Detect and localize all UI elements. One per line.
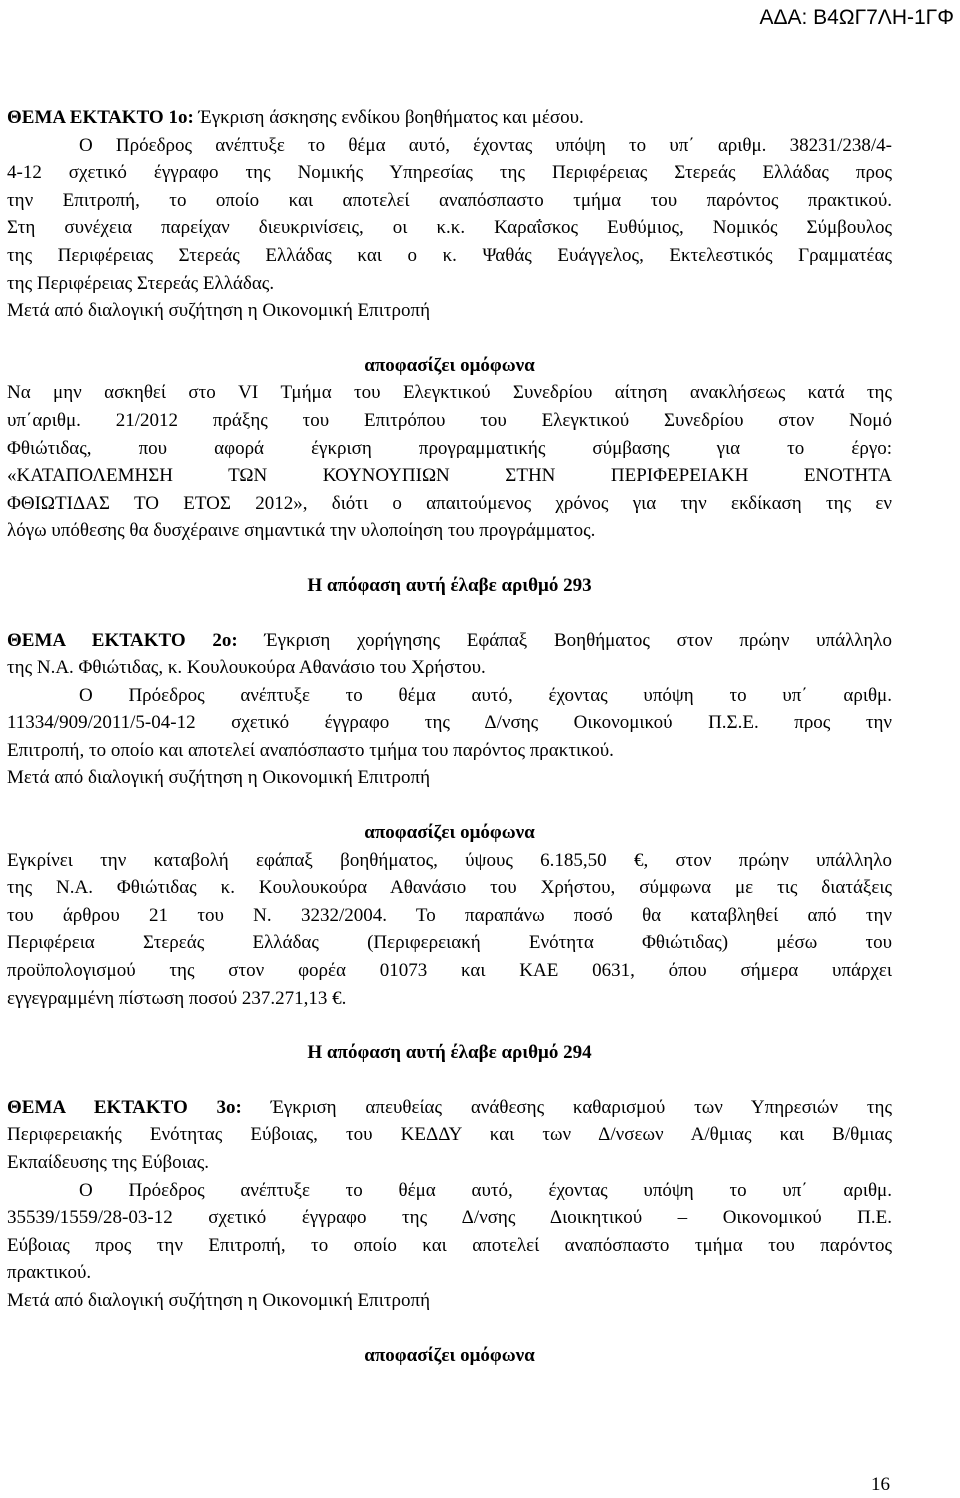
item-2-title-label: ΘΕΜΑ ΕΚΤΑΚΤΟ 2ο:: [7, 629, 238, 651]
item-2-decision-line: προϋπολογισμού της στον φορέα 01073 και ΚΑΕ 0631, όπου σήμερα υπάρχει: [7, 960, 892, 982]
item-1-body-line: της Περιφέρειας Στερεάς Ελλάδας και ο κ. Ψαθάς Ευάγγελος, Εκτελεστικός Γραμματέας: [7, 244, 892, 266]
item-3: [7, 1094, 892, 1369]
item-2-title-text: Έγκριση χορήγησης Εφάπαξ Βοηθήματος στον πρώην υπάλληλο: [237, 629, 892, 651]
item-1-body-line: 4-12 σχετικό έγγραφο της Νομικής Υπηρεσίας της Περιφέρειας Στερεάς Ελλάδας προς: [7, 162, 892, 184]
item-2-decision-line: του άρθρου 21 του Ν. 3232/2004. Το παραπάνω ποσό θα καταβληθεί από την: [7, 904, 892, 926]
item-1-title-label: ΘΕΜΑ ΕΚΤΑΚΤΟ 1ο:: [7, 107, 194, 128]
item-2-decision-line: της Ν.Α. Φθιώτιδας κ. Κουλουκούρα Αθανάσιο του Χρήστου, σύμφωνα με τις διατάξεις: [7, 877, 892, 899]
item-3-body-line: Εύβοιας προς την Επιτροπή, το οποίο και αποτελεί αναπόσπαστο τμήμα του παρόντος: [7, 1234, 892, 1256]
item-2-title-line: της Ν.Α. Φθιώτιδας, κ. Κουλουκούρα Αθανάσιο του Χρήστου.: [7, 657, 486, 679]
item-1: [7, 104, 892, 627]
item-1-body-line: της Περιφέρειας Στερεάς Ελλάδας.: [7, 272, 275, 294]
item-2: [7, 627, 892, 1094]
item-1-title-text: Έγκριση άσκησης ενδίκου βοηθήματος και μέσου.: [193, 107, 584, 128]
item-1-body-line: Ο Πρόεδρος ανέπτυξε το θέμα αυτό, έχοντας υπόψη το υπ΄ αριθμ. 38231/238/4-: [79, 134, 892, 156]
item-2-body-line: 11334/909/2011/5-04-12 σχετικό έγγραφο της Δ/νσης Οικονομικού Π.Σ.Ε. προς την: [7, 712, 892, 734]
item-1-title: [7, 104, 892, 132]
item-1-decision-line: Να μην ασκηθεί στο VI Τμήμα του Ελεγκτικού Συνεδρίου αίτηση ανακλήσεως κατά της: [7, 382, 892, 404]
item-3-title-text: Έγκριση απευθείας ανάθεσης καθαρισμού των Υπηρεσιών της: [241, 1096, 892, 1118]
item-2-decision-line: Περιφέρεια Στερεάς Ελλάδας (Περιφερειακή Ενότητα Φθιώτιδας) μέσω του: [7, 932, 892, 954]
item-2-decision-line: Εγκρίνει την καταβολή εφάπαξ βοηθήματος, ύψους 6.185,50 €, στον πρώην υπάλληλο: [7, 849, 892, 871]
item-2-body-line: Επιτροπή, το οποίο και αποτελεί αναπόσπαστο τμήμα του παρόντος πρακτικού.: [7, 739, 614, 761]
item-1-decision-line: λόγω υπόθεσης θα δυσχέραινε σημαντικά την υλοποίηση του προγράμματος.: [7, 520, 596, 542]
item-1-decision-line: «ΚΑΤΑΠΟΛΕΜΗΣΗ ΤΩΝ ΚΟΥΝΟΥΠΙΩΝ ΣΤΗΝ ΠΕΡΙΦΕΡΕΙΑΚΗ ΕΝΟΤΗΤΑ: [7, 465, 892, 487]
item-1-decision-line: υπ΄αριθμ. 21/2012 πράξης του Επιτρόπου του Ελεγκτικού Συνεδρίου στον Νομό: [7, 409, 892, 431]
item-3-title-line: Περιφερειακής Ενότητας Εύβοιας, του ΚΕΔΔΥ και των Δ/νσεων Α/θμιας και Β/θμιας: [7, 1124, 892, 1146]
ada-code: ΑΔΑ: Β4ΩΓ7ΛΗ-1ΓΦ: [759, 6, 954, 29]
item-3-after: Μετά από διαλογική συζήτηση η Οικονομική Επιτροπή: [7, 1289, 431, 1311]
item-1-decision-line: ΦΘΙΩΤΙΔΑΣ ΤΟ ΕΤΟΣ 2012», διότι ο απαιτούμενος χρόνος για την εκδίκαση της εν: [7, 492, 892, 514]
item-2-after: Μετά από διαλογική συζήτηση η Οικονομική Επιτροπή: [7, 767, 431, 789]
item-3-title: [7, 1094, 892, 1122]
item-1-body-line: Στη συνέχεια παρείχαν διευκρινίσεις, οι κ.κ. Καραΐσκος Ευθύμιος, Νομικός Σύμβουλος: [7, 217, 892, 239]
item-1-after: Μετά από διαλογική συζήτηση η Οικονομική Επιτροπή: [7, 300, 431, 322]
document-body: [7, 104, 892, 1369]
item-2-result: Η απόφαση αυτή έλαβε αριθμό 294: [307, 1042, 592, 1064]
item-1-decides: αποφασίζει ομόφωνα: [364, 354, 535, 376]
item-1-result: Η απόφαση αυτή έλαβε αριθμό 293: [307, 574, 592, 596]
item-2-title: [7, 627, 892, 655]
item-3-body-line: Ο Πρόεδρος ανέπτυξε το θέμα αυτό, έχοντας υπόψη το υπ΄ αριθμ.: [79, 1179, 892, 1201]
item-1-decision-line: Φθιώτιδας, που αφορά έγκριση προγραμματικής σύμβασης για το έργο:: [7, 437, 892, 459]
item-2-decision-line: εγγεγραμμένη πίστωση ποσού 237.271,13 €.: [7, 987, 347, 1009]
page-number: 16: [871, 1474, 890, 1495]
item-3-title-line: Εκπαίδευσης της Εύβοιας.: [7, 1152, 209, 1173]
item-3-decides: αποφασίζει ομόφωνα: [364, 1344, 535, 1366]
item-1-body-line: την Επιτροπή, το οποίο και αποτελεί αναπόσπαστο τμήμα του παρόντος πρακτικού.: [7, 189, 892, 211]
item-2-decides: αποφασίζει ομόφωνα: [364, 822, 535, 844]
item-2-body-line: Ο Πρόεδρος ανέπτυξε το θέμα αυτό, έχοντας υπόψη το υπ΄ αριθμ.: [79, 684, 892, 706]
item-3-title-label: ΘΕΜΑ ΕΚΤΑΚΤΟ 3ο:: [7, 1096, 242, 1118]
item-3-body-line: πρακτικού.: [7, 1262, 92, 1284]
item-3-body-line: 35539/1559/28-03-12 σχετικό έγγραφο της Δ/νσης Διοικητικού – Οικονομικού Π.Ε.: [7, 1207, 892, 1229]
